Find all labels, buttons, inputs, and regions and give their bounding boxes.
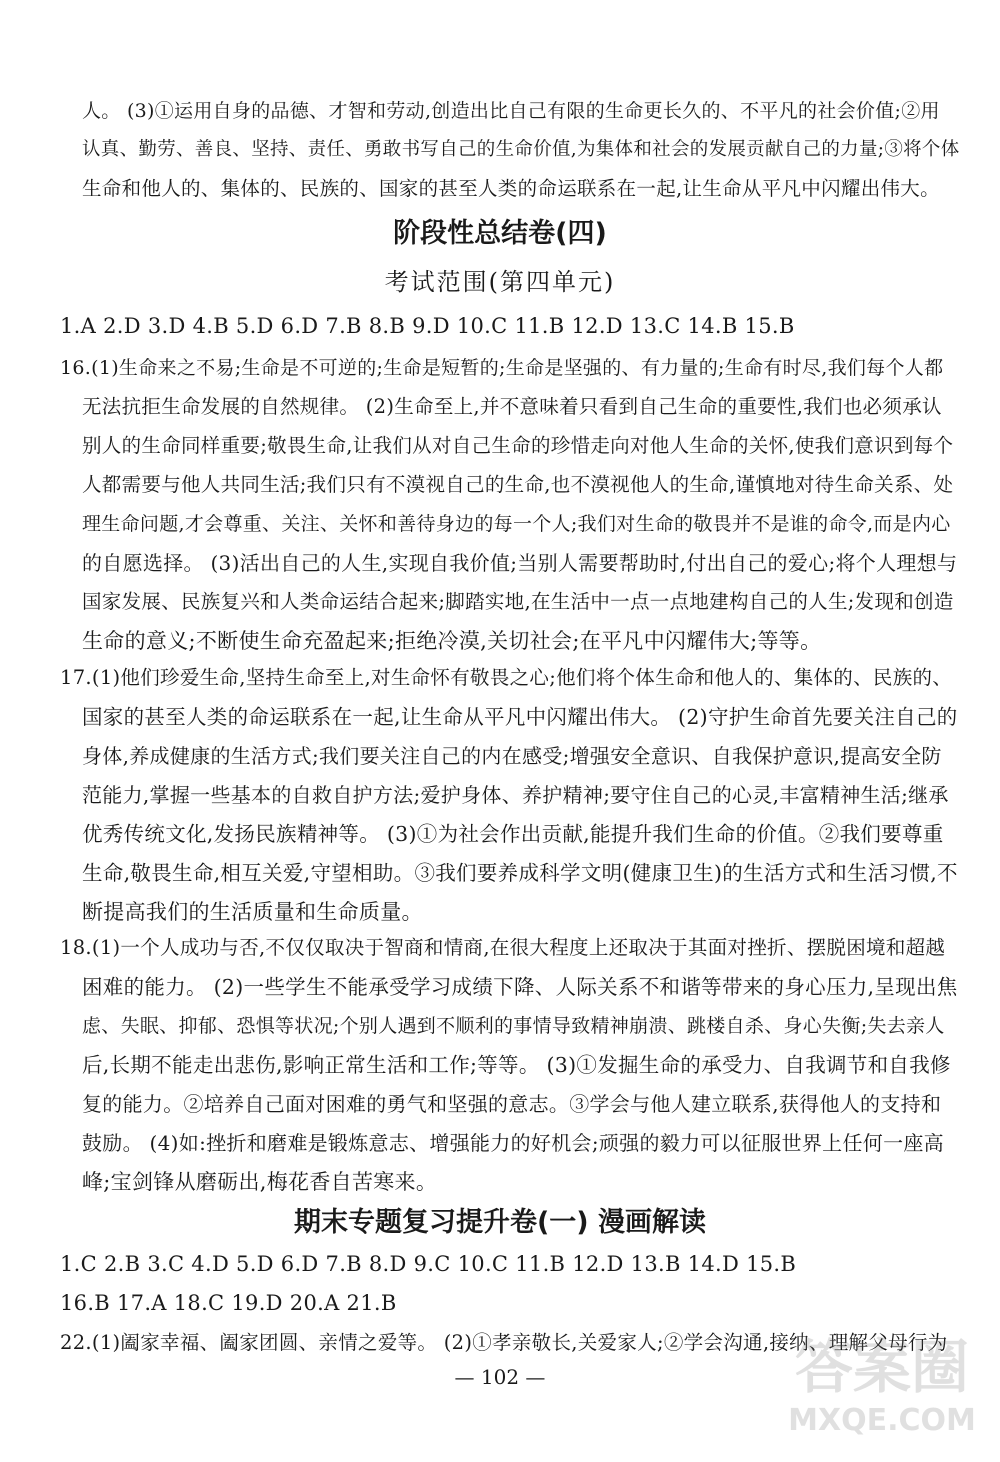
mc-answers: 1.C 2.B 3.C 4.D 5.D 6.D 7.B 8.D 9.C 10.C 11.B 12.D 13.B 14.D 15.B <box>60 1252 797 1276</box>
answer-line: 22.(1)阖家幸福、阖家团圆、亲情之爱等。 (2)①孝亲敬长,关爱家人;②学会沟通,接纳、理解父母行为 <box>60 1331 948 1354</box>
mc-answers: 16.B 17.A 18.C 19.D 20.A 21.B <box>60 1291 397 1315</box>
answer-line: 复的能力。②培养自己面对困难的勇气和坚强的意志。③学会与他人建立联系,获得他人的支持和 <box>82 1092 942 1116</box>
answer-line: 断提高我们的生活质量和生命质量。 <box>82 900 423 924</box>
answer-line: 别人的生命同样重要;敬畏生命,让我们从对自己生命的珍惜走向对他人生命的关怀,使我们意识到每个 <box>82 434 954 457</box>
answer-line: 生命的意义;不断使生命充盈起来;拒绝冷漠,关切社会;在平凡中闪耀伟大;等等。 <box>82 629 822 653</box>
answer-line: 的自愿选择。 (3)活出自己的人生,实现自我价值;当别人需要帮助时,付出自己的爱心;将个人理想与 <box>82 551 958 575</box>
paragraph-line: 生命和他人的、集体的、民族的、国家的甚至人类的命运联系在一起,让生命从平凡中闪耀出伟大。 <box>82 177 940 200</box>
answer-line: 无法抗拒生命发展的自然规律。 (2)生命至上,并不意味着只看到自己生命的重要性,我们也必须承认 <box>82 395 942 418</box>
mc-answers: 1.A 2.D 3.D 4.B 5.D 6.D 7.B 8.B 9.D 10.C 11.B 12.D 13.C 14.B 15.B <box>60 314 795 338</box>
answer-line: 困难的能力。 (2)一些学生不能承受学习成绩下降、人际关系不和谐等带来的身心压力,呈现出焦 <box>82 975 958 999</box>
answer-line: 鼓励。 (4)如:挫折和磨难是锻炼意志、增强能力的好机会;顽强的毅力可以征服世界上任何一座高 <box>82 1131 944 1155</box>
watermark-icon: 答案圈 <box>794 1333 969 1401</box>
answer-line: 身体,养成健康的生活方式;我们要关注自己的内在感受;增强安全意识、自我保护意识,提高安全防 <box>82 744 942 768</box>
answer-line: 国家发展、民族复兴和人类命运结合起来;脚踏实地,在生活中一点一点地建构自己的人生;发现和创造 <box>82 590 954 613</box>
watermark-text: MXQE.COM <box>788 1403 976 1438</box>
answer-line: 17.(1)他们珍爱生命,坚持生命至上,对生命怀有敬畏之心;他们将个体生命和他人的、集体的、民族的、 <box>60 666 953 689</box>
paragraph-line: 人。 (3)①运用自身的品德、才智和劳动,创造出比自己有限的生命更长久的、不平凡的社会价值;②用 <box>82 100 940 122</box>
answer-line: 生命,敬畏生命,相互关爱,守望相助。③我们要养成科学文明(健康卫生)的生活方式和生活习惯,不 <box>82 861 958 885</box>
paragraph-line: 认真、勤劳、善良、坚持、责任、勇敢书写自己的生命价值,为集体和社会的发展贡献自己的力量;③将个体 <box>82 139 960 160</box>
answer-line: 16.(1)生命来之不易;生命是不可逆的;生命是短暂的;生命是坚强的、有力量的;生命有时尽,我们每个人都 <box>60 357 944 379</box>
answer-line: 虑、失眠、抑郁、恐惧等状况;个别人遇到不顺利的事情导致精神崩溃、跳楼自杀、身心失衡;失去亲人 <box>82 1015 945 1037</box>
page-number: — 102 — <box>454 1365 546 1389</box>
section-title: 阶段性总结卷(四) <box>393 218 607 249</box>
answer-line: 后,长期不能走出悲伤,影响正常生活和工作;等等。 (3)①发掘生命的承受力、自我调节和自我修 <box>82 1053 951 1077</box>
answer-line: 理生命问题,才会尊重、关注、关怀和善待身边的每一个人;我们对生命的敬畏并不是谁的命令,而是内心 <box>82 513 951 535</box>
section-subtitle: 考试范围(第四单元) <box>384 268 616 296</box>
answer-line: 国家的甚至人类的命运联系在一起,让生命从平凡中闪耀出伟大。 (2)守护生命首先要关注自己的 <box>82 705 958 729</box>
answer-line: 人都需要与他人共同生活;我们只有不漠视自己的生命,也不漠视他人的生命,谨慎地对待生命关系、处 <box>82 473 954 496</box>
answer-line: 峰;宝剑锋从磨砺出,梅花香自苦寒来。 <box>82 1170 438 1194</box>
section-title: 期末专题复习提升卷(一) 漫画解读 <box>293 1207 707 1238</box>
answer-line: 18.(1)一个人成功与否,不仅仅取决于智商和情商,在很大程度上还取决于其面对挫折、摆脱困境和超越 <box>60 936 946 959</box>
answer-line: 优秀传统文化,发扬民族精神等。 (3)①为社会作出贡献,能提升我们生命的价值。②我们要尊重 <box>82 822 944 846</box>
answer-line: 范能力,掌握一些基本的自救自护方法;爱护身体、养护精神;要守住自己的心灵,丰富精神生活;继承 <box>82 783 949 807</box>
